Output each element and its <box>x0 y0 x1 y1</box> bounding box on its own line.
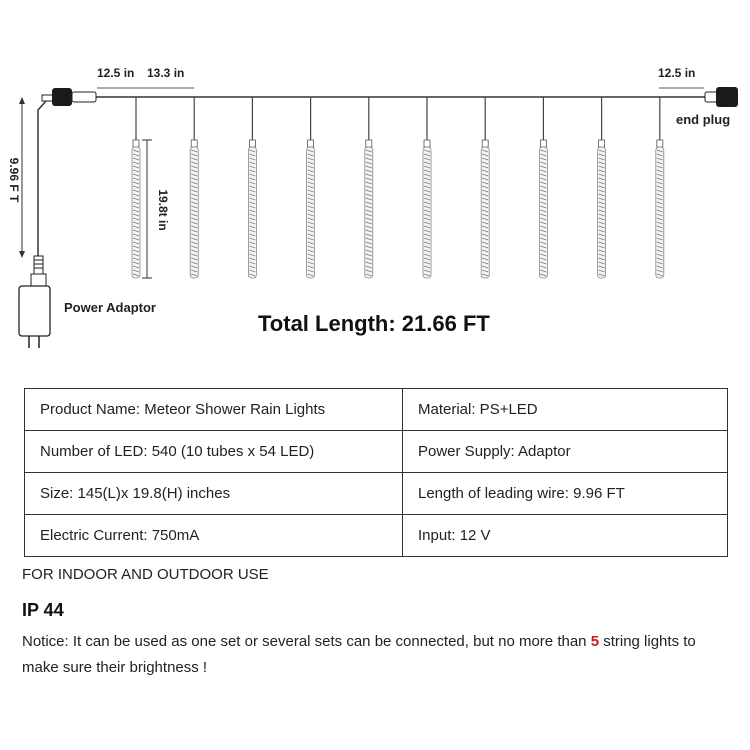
tube <box>132 97 140 278</box>
tube <box>248 97 256 278</box>
power-adaptor-label: Power Adaptor <box>64 300 156 315</box>
end-plug-icon <box>705 87 738 107</box>
left-connector <box>42 88 96 106</box>
table-row <box>25 431 728 473</box>
spec-size: Size: 145(L)x 19.8(H) inches <box>25 473 403 515</box>
tube <box>190 97 198 278</box>
tubes <box>132 97 664 278</box>
spec-lead-wire: Length of leading wire: 9.96 FT <box>403 473 728 515</box>
first-spacing-label: 12.5 in <box>97 66 135 80</box>
notice-highlight: 5 <box>590 633 600 650</box>
spec-power-supply: Power Supply: Adaptor <box>403 431 728 473</box>
spec-current: Electric Current: 750mA <box>25 515 403 557</box>
tube <box>481 97 489 278</box>
spec-product-name: Product Name: Meteor Shower Rain Lights <box>25 389 403 431</box>
lead-wire-label: 9.96 F T <box>7 157 21 203</box>
end-plug-label: end plug <box>676 112 731 127</box>
table-row <box>25 473 728 515</box>
table-row <box>25 389 728 431</box>
tube-spacing-label: 13.3 in <box>147 66 185 80</box>
end-spacing-label: 12.5 in <box>658 66 696 80</box>
tube <box>539 97 547 278</box>
tube-length-label: 19.8t in <box>156 189 170 231</box>
tube <box>656 97 664 278</box>
power-adaptor-icon <box>19 256 50 348</box>
spec-material: Material: PS+LED <box>403 389 728 431</box>
tube-length-dimension <box>142 140 170 278</box>
lead-wire-dimension <box>7 97 25 258</box>
ip-rating: IP 44 <box>22 600 64 620</box>
spec-led-count: Number of LED: 540 (10 tubes x 54 LED) <box>25 431 403 473</box>
notice <box>22 629 722 681</box>
tube <box>598 97 606 278</box>
tube <box>365 97 373 278</box>
lead-wire <box>38 101 46 258</box>
notice-text-end: string lights to make sure their brightness ! <box>22 633 696 676</box>
table-row <box>25 515 728 557</box>
notice-text: Notice: It can be used as one set or several sets can be connected, but no more than <box>22 633 591 650</box>
total-length: Total Length: 21.66 FT <box>258 311 490 336</box>
tube <box>423 97 431 278</box>
tube <box>307 97 315 278</box>
spec-table <box>24 388 728 557</box>
spec-input: Input: 12 V <box>403 515 728 557</box>
use-note: FOR INDOOR AND OUTDOOR USE <box>22 566 269 583</box>
